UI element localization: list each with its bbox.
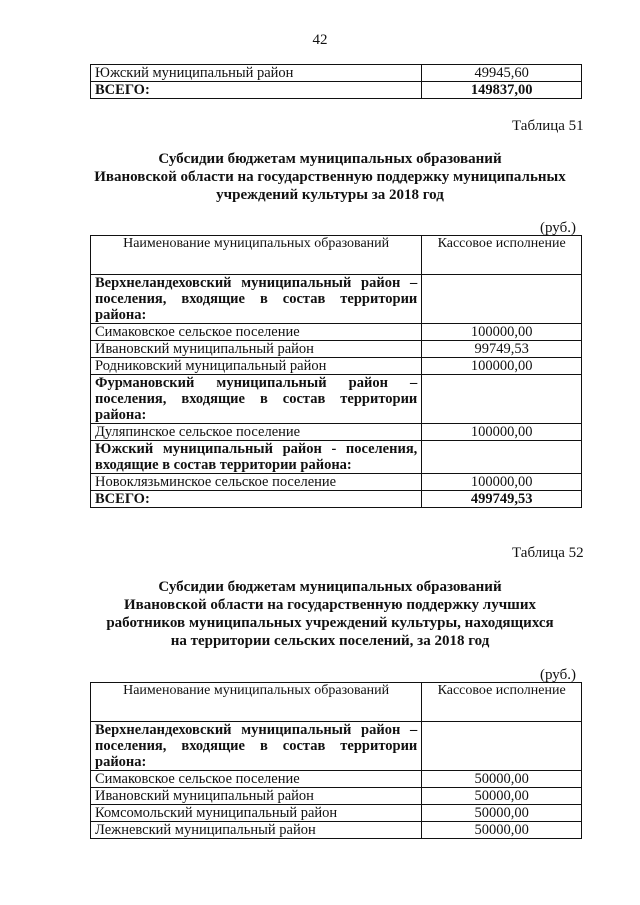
header-row xyxy=(91,683,582,722)
table-row xyxy=(91,324,582,341)
amount: 100000,00 xyxy=(422,324,582,341)
amount: 50000,00 xyxy=(422,788,582,805)
unit-label: (руб.) xyxy=(540,220,576,236)
table-row xyxy=(91,805,582,822)
amount: 50000,00 xyxy=(422,771,582,788)
title-line: Субсидии бюджетам муниципальных образований xyxy=(158,151,502,167)
amount: 50000,00 xyxy=(422,805,582,822)
district-group: Южский муниципальный район - поселения, входящие в состав территории района: xyxy=(91,441,422,474)
table-52 xyxy=(90,682,582,839)
table-row xyxy=(91,722,582,771)
total-label: ВСЕГО: xyxy=(91,82,422,99)
table-row xyxy=(91,424,582,441)
amount xyxy=(422,441,582,474)
district-name: Ивановский муниципальный район xyxy=(91,341,422,358)
page-number: 42 xyxy=(312,32,328,48)
amount xyxy=(422,722,582,771)
table-51-title xyxy=(60,150,600,204)
table-row xyxy=(91,771,582,788)
title-line: Ивановской области на государственную поддержку муниципальных xyxy=(94,169,566,185)
column-header-name: Наименование муниципальных образований xyxy=(91,683,422,722)
table-51 xyxy=(90,235,582,508)
total-amount: 499749,53 xyxy=(422,491,582,508)
top-table xyxy=(90,64,582,99)
amount: 100000,00 xyxy=(422,358,582,375)
district-name: Родниковский муниципальный район xyxy=(91,358,422,375)
table-row xyxy=(91,358,582,375)
unit-label: (руб.) xyxy=(540,667,576,683)
table-row xyxy=(91,375,582,424)
amount: 49945,60 xyxy=(422,65,582,82)
amount: 50000,00 xyxy=(422,822,582,839)
table-52-label: Таблица 52 xyxy=(512,545,584,561)
district-name: Симаковское сельское поселение xyxy=(91,324,422,341)
total-row xyxy=(91,82,582,99)
total-row xyxy=(91,491,582,508)
amount: 100000,00 xyxy=(422,474,582,491)
district-name: Ивановский муниципальный район xyxy=(91,788,422,805)
title-line: Субсидии бюджетам муниципальных образований xyxy=(158,579,502,595)
district-name: Дуляпинское сельское поселение xyxy=(91,424,422,441)
title-line: учреждений культуры за 2018 год xyxy=(216,187,444,203)
district-group: Фурмановский муниципальный район – поселения, входящие в состав территории района: xyxy=(91,375,422,424)
total-label: ВСЕГО: xyxy=(91,491,422,508)
district-name: Лежневский муниципальный район xyxy=(91,822,422,839)
header-row xyxy=(91,236,582,275)
district-group: Верхнеландеховский муниципальный район – поселения, входящие в состав территории района: xyxy=(91,722,422,771)
district-name: Южский муниципальный район xyxy=(91,65,422,82)
table-row xyxy=(91,65,582,82)
table-row xyxy=(91,441,582,474)
table-row xyxy=(91,822,582,839)
table-51-label: Таблица 51 xyxy=(512,118,584,134)
district-name: Новоклязьминское сельское поселение xyxy=(91,474,422,491)
column-header-value: Кассовое исполнение xyxy=(422,683,582,722)
amount xyxy=(422,375,582,424)
title-line: работников муниципальных учреждений культуры, находящихся xyxy=(106,615,554,631)
title-line: Ивановской области на государственную поддержку лучших xyxy=(124,597,536,613)
amount: 99749,53 xyxy=(422,341,582,358)
district-group: Верхнеландеховский муниципальный район – поселения, входящие в состав территории района: xyxy=(91,275,422,324)
amount: 100000,00 xyxy=(422,424,582,441)
amount xyxy=(422,275,582,324)
table-row xyxy=(91,474,582,491)
district-name: Симаковское сельское поселение xyxy=(91,771,422,788)
district-name: Комсомольский муниципальный район xyxy=(91,805,422,822)
table-row xyxy=(91,275,582,324)
table-row xyxy=(91,341,582,358)
column-header-value: Кассовое исполнение xyxy=(422,236,582,275)
column-header-name: Наименование муниципальных образований xyxy=(91,236,422,275)
table-52-title xyxy=(60,578,600,650)
table-row xyxy=(91,788,582,805)
title-line: на территории сельских поселений, за 2018 год xyxy=(170,633,490,649)
total-amount: 149837,00 xyxy=(422,82,582,99)
